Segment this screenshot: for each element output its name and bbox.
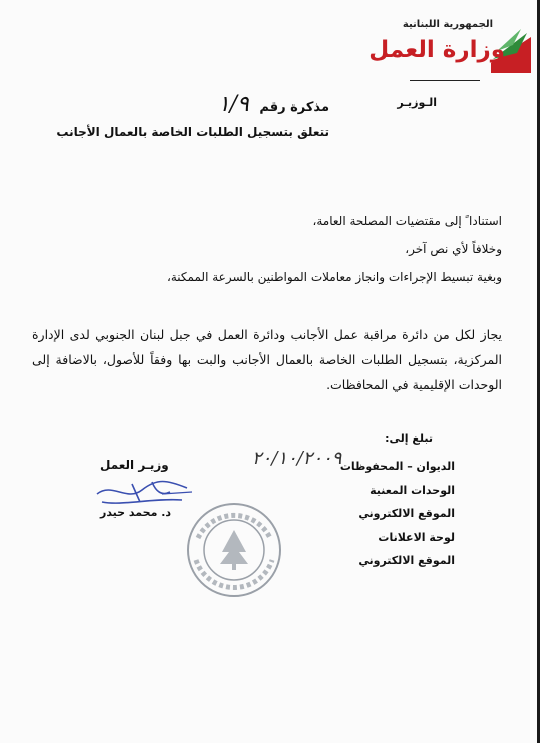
preamble-line: وخلافاً لأي نص آخر،	[405, 242, 502, 256]
memo-body: يجاز لكل من دائرة مراقبة عمل الأجانب ودائرة العمل في جبل لبنان الجنوبي لدى الإدارة المركزية، بتسجيل الطلبات الخاصة بالعمال الأجانب والبت بها وفقاً للأصول، بالاضافة إلى الوحدات الإقليمية في المحافظات.	[32, 327, 502, 392]
header-divider	[410, 80, 480, 81]
distribution-list	[340, 455, 455, 573]
ministry-label: وزارة العمل	[369, 37, 505, 63]
ministry-logo	[355, 15, 535, 77]
distribution-item: الديوان – المحفوظات	[339, 460, 455, 473]
minister-heading: الـوزيـر	[397, 96, 437, 109]
official-stamp-icon	[184, 500, 284, 600]
preamble-line: وبغية تبسيط الإجراءات وانجاز معاملات المواطنين بالسرعة الممكنة،	[167, 270, 502, 284]
handwritten-date: ٢٠/١٠/٢٠٠٩	[252, 448, 342, 469]
preamble-line: استنادا ً إلى مقتضيات المصلحة العامة،	[312, 214, 502, 228]
distribution-title: تبلغ إلى:	[385, 432, 433, 445]
distribution-item: الموقع الالكتروني	[358, 554, 455, 567]
distribution-item: لوحة الاعلانات	[378, 530, 455, 544]
distribution-item: الوحدات المعنية	[370, 483, 455, 497]
memo-number: ١/٩	[217, 92, 249, 117]
memo-label: مذكرة رقم	[259, 100, 329, 115]
signatory-title: وزيـر العمل	[100, 458, 169, 472]
republic-label: الجمهورية اللبنانية	[402, 19, 493, 30]
signatory-name: د. محمد حيدر	[100, 506, 172, 519]
memo-number-line	[218, 92, 329, 117]
distribution-item: الموقع الالكتروني	[358, 507, 455, 520]
memo-subject: تتعلق بتسجيل الطلبات الخاصة بالعمال الأجانب	[56, 125, 329, 139]
